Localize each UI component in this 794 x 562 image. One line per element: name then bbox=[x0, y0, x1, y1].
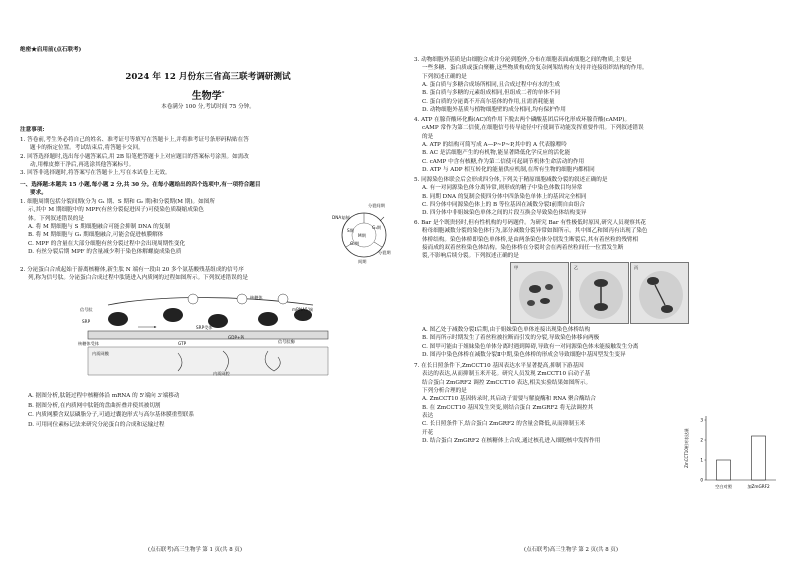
option-a: A. 将 M 期细胞与 S 期细胞融合可能会抑制 DNA 的复制 bbox=[28, 224, 170, 231]
question-6 bbox=[414, 219, 780, 261]
option-b: B. AC 是活细胞产生的有机物,能显著降低化学反应的活化能 bbox=[422, 150, 571, 157]
option-c: C. 内质网膜含双层磷脂分子,可通过囊泡形式与高尔基体膜重塑联系 bbox=[28, 412, 195, 419]
notices-list bbox=[20, 136, 396, 178]
question-stem: 7. 在长日照条件下,ZmCCT10 基因表达水平显著提高,抑制下游基因 bbox=[414, 363, 584, 369]
panel-label: 丙 bbox=[634, 265, 639, 270]
option-a: A. ZmCCT10 基因转录时,其启动子需要与解旋酶和 RNA 聚合酶结合 bbox=[422, 396, 596, 403]
question-stem: 裂,不影响后续分裂。下列叙述正确的是 bbox=[422, 253, 519, 260]
question-1 bbox=[20, 198, 320, 256]
option-a: A. 据图分析,肽链过程中核糖体沿 mRNA 的 5'端向 3'端移动 bbox=[28, 393, 180, 399]
figure-label: G₁期 bbox=[372, 225, 382, 230]
option-c: C. 图甲可能由于姐妹染色单体分离时遇到障碍,导致有一对同源染色体未能接触发生分离 bbox=[422, 343, 639, 350]
question-stem: 3. 动物细胞外基质是由细胞合成并分泌到胞外,分布在细胞表面或细胞之间的物质,主要是 bbox=[414, 57, 632, 63]
question-stem: 一些多糖、蛋白质或蛋白聚糖,这些物质构成的复杂网架结构有支持并连接组织结构的作用。 bbox=[422, 65, 648, 72]
exam-info: 本卷满分 100 分,考试时间 75 分钟。 bbox=[161, 104, 255, 110]
question-3 bbox=[414, 56, 780, 114]
figure-label: 信号肽酶 bbox=[278, 339, 295, 344]
option-c: C. 蛋白质的分泌离不开高尔基体的作用,且需消耗能量 bbox=[422, 98, 555, 105]
option-c: C. 四分体中同源染色体上的 B 等位基因在减数分裂Ⅰ前期自由组合 bbox=[422, 202, 585, 209]
option-b: B. 据图分析,在内质网中肽链的盘曲折叠并使其被切割 bbox=[28, 402, 161, 409]
option-c: C. 长日照条件下,结合蛋白 ZmGRF2 的含量会降低,从而抑制玉米 bbox=[422, 421, 586, 428]
question-stem: 体。下列叙述错误的是 bbox=[28, 215, 84, 222]
figure-label: SRP受体 bbox=[196, 325, 213, 330]
option-b: B. 将 M 期细胞与 G₁ 期细胞融合,可能会促进核膜解体 bbox=[28, 232, 164, 239]
notices-heading: 注意事项: bbox=[20, 127, 45, 133]
notice-line: 2. 回答选择题时,选出每小题答案后,用 2B 铅笔把答题卡上对应题目的答案标号涂黑。如需改 bbox=[20, 153, 249, 160]
option-d: D. 结合蛋白 ZmGRF2 在核糖体上合成,通过核孔进入细胞核中发挥作用 bbox=[422, 438, 601, 445]
y-tick-label: 1 bbox=[700, 457, 703, 463]
option-d: D. 动物细胞外基质与植物细胞壁的成分相同,均有保护作用 bbox=[422, 107, 566, 114]
y-axis-label: ZmCCT10相对表达量 bbox=[684, 428, 689, 468]
figure-label: 信号肽 bbox=[80, 307, 93, 312]
question-stem: 下列分析合理的是 bbox=[422, 388, 467, 395]
left-page bbox=[18, 0, 398, 562]
notice-line: 题卡的指定位置。考试结束后,将答题卡交回。 bbox=[30, 145, 144, 152]
micrograph-panel bbox=[510, 262, 690, 324]
question-stem: 示,其中 M 期细胞中的 MPF(有丝分裂促进因子)可使染色质凝缩成染色 bbox=[28, 207, 205, 214]
notice-line: 3. 回答非选择题时,将答案写在答题卡上,写在本试卷上无效。 bbox=[20, 170, 171, 177]
option-b: B. 图丙所示时期发生了着丝粒被拉断而引发的分裂,导致染色体移向两极 bbox=[422, 335, 600, 342]
question-stem: 体桥结构。染色体桥即染色单体桥,是由两条染色体分别发生断裂后,其有着丝粒的残臂相 bbox=[422, 236, 639, 243]
micrograph-c bbox=[630, 262, 689, 324]
option-b: B. 在 ZmCCT10 基因发生突变,则结合蛋白 ZmGRF2 将无法调控其 bbox=[422, 404, 594, 411]
option-d: D. 有丝分裂后期 MPF 的含量减少利于染色体解螺旋成染色质 bbox=[28, 249, 182, 256]
bar-0 bbox=[717, 460, 731, 480]
option-a: A. 有一对同源染色体分离异常,则形成的精子中染色体数目均异常 bbox=[422, 185, 583, 192]
option-b: B. 蛋白质与多糖的元素组成相同,但组成二者的单体不同 bbox=[422, 90, 561, 97]
figure-caption: 间期 bbox=[358, 259, 367, 264]
panel-label: 甲 bbox=[514, 265, 519, 270]
question-stem: 下列叙述正确的是 bbox=[422, 73, 467, 80]
right-page bbox=[414, 0, 780, 562]
page-footer-left: (点石联考)高三生物学 第 1 页(共 8 页) bbox=[148, 547, 242, 553]
figure-label: SRP bbox=[82, 319, 91, 324]
panel-label: 乙 bbox=[574, 265, 579, 270]
option-a: A. 图乙处于减数分裂Ⅰ后期,由于姐妹染色单体连接出现染色体桥结构 bbox=[422, 327, 591, 333]
option-a: A. ATP 的结构可简写成 A—P~P~P,其中的 A 代表腺嘌呤 bbox=[422, 142, 567, 149]
chart-svg bbox=[682, 410, 780, 500]
expression-bar-chart bbox=[682, 410, 780, 500]
option-c-cont: 开花 bbox=[422, 429, 434, 436]
figure-label: 分裂间期 bbox=[368, 203, 385, 208]
figure-label: mRNA5'端 bbox=[292, 307, 313, 312]
question-stem: 结合蛋白 ZmGRF2 调控 ZmCCT10 表达,相关实验结果如图所示。 bbox=[422, 379, 592, 386]
question-7 bbox=[414, 362, 682, 445]
y-tick-label: 2 bbox=[700, 437, 703, 443]
option-b-cont: 表达 bbox=[422, 413, 434, 420]
option-d: D. 可用同位素标记法来研究分泌蛋白的合成和运输过程 bbox=[28, 421, 165, 428]
er-translocation-figure bbox=[78, 285, 338, 381]
question-5 bbox=[414, 176, 780, 218]
figure-label: DNA复制 bbox=[332, 215, 350, 220]
page-footer-right: (点石联考)高三生物学 第 2 页(共 8 页) bbox=[524, 547, 618, 553]
option-d: D. ATP 与 ADP 相互转化的能量供应机制,在所有生物的细胞内都相同 bbox=[422, 167, 595, 174]
question-2 bbox=[20, 266, 398, 283]
question-stem: 6. Bar 是个既贵轻时,但有性机构的号码题件。为研究 Bar 有性极低时原因,研究人员观察其花 bbox=[414, 220, 647, 226]
question-stem: 1. 细胞周期包括分裂间期(分为 G₁ 期、S 期和 G₂ 期)和分裂期(M 期)。如图所 bbox=[20, 199, 215, 205]
question-stem: 接而成的双着丝粒染色体结构。染色体桥在分裂时会在两着丝粒间任一位置发生断 bbox=[422, 245, 624, 252]
figure-label: G₂期 bbox=[350, 241, 360, 246]
section-heading: 一、选择题:本题共 15 小题,每小题 2 分,共 30 分。在每小题给出的四个选项中,有一项符合题目 要求。 bbox=[20, 182, 261, 197]
question-stem: 表达的表达,从而抑制玉米开花。研究人员发现 ZmCCT10 启动子基 bbox=[422, 371, 591, 378]
question-2-options bbox=[28, 392, 398, 430]
category-label: 加ZmGRF2 bbox=[747, 484, 770, 489]
option-c: C. cAMP 中含有核糖,作为第二信使可起调节机体生命活动的作用 bbox=[422, 158, 585, 165]
question-6-options bbox=[422, 326, 780, 359]
figure-label: M期 bbox=[358, 233, 366, 238]
subject-title: 生物学* bbox=[191, 90, 225, 102]
y-tick-label: 0 bbox=[700, 477, 703, 483]
figure-label: S期 bbox=[347, 228, 354, 233]
option-d: D. 图丙中染色体桥在减数分裂Ⅱ中期,染色体桥的形成会导致细胞中基因型发生变异 bbox=[422, 352, 626, 359]
question-stem: 4. ATP 在腺苷酸环化酶(AC)的作用下脱去两个磷酸基团后环化形成环腺苷酸(cAMP)。 bbox=[414, 117, 631, 123]
question-stem: 粉母细胞减数分裂的染色体行为,部分减数分裂异常如图所示。其中图乙和图丙有出现了染色 bbox=[422, 228, 648, 235]
figure-label: 核糖体受体 bbox=[78, 341, 99, 346]
figure-label: GTP bbox=[178, 341, 187, 346]
question-stem: 的是 bbox=[422, 133, 434, 140]
question-4 bbox=[414, 116, 780, 174]
secret-tag: 绝密★启用前(点石联考) bbox=[20, 47, 82, 53]
question-stem: 列,称为信号肽。分泌蛋白合成过程中肽链进入内质网的过程如图所示。下列叙述错误的是 bbox=[28, 275, 248, 282]
option-c: C. MPF 的含量在大部分细胞有丝分裂过程中会出现周期性变化 bbox=[28, 240, 186, 247]
question-stem: 2. 分泌蛋白合成起始于游离核糖体,新生肽 N 端有一段由 20 多个氨基酸残基组成的信号序 bbox=[20, 267, 244, 273]
option-b: B. 同期 DNA 的复制会使四分体中四条染色单体上的基因完全相同 bbox=[422, 193, 587, 200]
figure-label: 内质网膜 bbox=[92, 351, 109, 356]
notice-line: 动,用橡皮擦干净后,再选涂其他答案标号。 bbox=[30, 162, 135, 169]
figure-label: GDP+Pi bbox=[228, 335, 245, 340]
y-tick-label: 3 bbox=[700, 417, 703, 423]
figure-label: 分裂期 bbox=[378, 250, 391, 255]
option-a: A. 蛋白质与多糖合成场所相同,且合成过程中有水的生成 bbox=[422, 82, 561, 89]
option-d: D. 四分体中非姐妹染色单体之间的片段互换会导致染色体结构变异 bbox=[422, 210, 587, 217]
bar-1 bbox=[752, 436, 766, 480]
figure-label: 内质网腔 bbox=[213, 371, 230, 376]
figure-label: 核糖体 bbox=[250, 295, 263, 300]
category-label: 空白对照 bbox=[715, 484, 732, 489]
micrograph-b bbox=[570, 262, 629, 324]
cell-cycle-figure bbox=[328, 203, 398, 267]
notice-line: 1. 答卷前,考生务必将自己的姓名、准考证号等填写在答题卡上,并将准考证号条形码粘贴在答 bbox=[20, 137, 249, 143]
question-stem: cAMP 常作为第二信使,在细胞信号传导途径中行使调节功能发挥重要作用。下列叙述错误 bbox=[422, 125, 644, 132]
exam-title: 2024 年 12 月份东三省高三联考调研测试 bbox=[125, 72, 291, 82]
question-stem: 5. 同源染色体联会后会形成四分体,下列关于精原细胞减数分裂的叙述正确的是 bbox=[414, 177, 608, 183]
micrograph-a bbox=[510, 262, 569, 324]
